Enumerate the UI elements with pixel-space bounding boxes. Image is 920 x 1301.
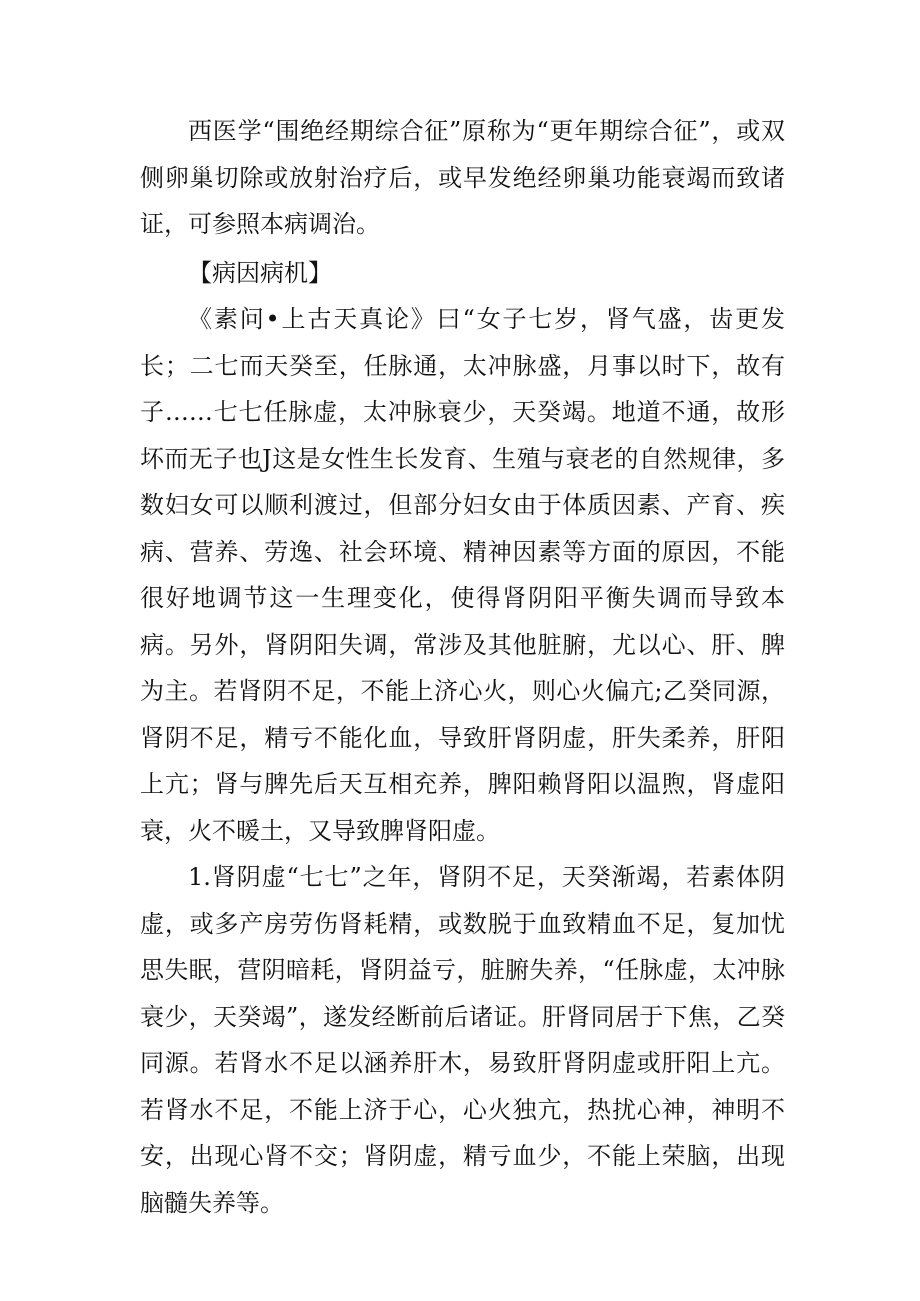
- paragraph-etiology: 《素问•上古天真论》曰“女子七岁，肾气盛，齿更发长；二七而天癸至，任脉通，太冲脉盛，月事以时下，故有子……七七任脉虚，太冲脉衰少，天癸竭。地道不通，故形坏而无子也J这是女性生长发育、生殖与衰老的自然规律，多数妇女可以顺利渡过，但部分妇女由于体质因素、产育、疾病、营养、劳逸、社会环境、精神因素等方面的原因，不能很好地调节这一生理变化，使得肾阴阳平衡失调而导致本病。另外，肾阴阳失调，常涉及其他脏腑，尤以心、肝、脾为主。若肾阴不足，不能上济心火，则心火偏亢;乙癸同源，肾阴不足，精亏不能化血，导致肝肾阴虚，肝失柔养，肝阳上亢；肾与脾先后天互相充养，脾阳赖肾阳以温煦，肾虚阳衰，火不暖土，又导致脾肾阳虚。: [140, 305, 785, 845]
- section-heading: 【病因病机】: [188, 258, 332, 287]
- paragraph-intro: 西医学“围绝经期综合征”原称为“更年期综合征”，或双侧卵巢切除或放射治疗后，或早发绝经卵巢功能衰竭而致诸证，可参照本病调治。: [140, 117, 785, 238]
- paragraph-kidney-yin-deficiency: 1.肾阴虚“七七”之年，肾阴不足，天癸渐竭，若素体阴虚，或多产房劳伤肾耗精，或数脱于血致精血不足，复加忧思失眠，营阴暗耗，肾阴益亏，脏腑失养，“任脉虚，太冲脉衰少，天癸竭”，遂发经断前后诸证。肝肾同居于下焦，乙癸同源。若肾水不足以涵养肝木，易致肝肾阴虚或肝阳上亢。若肾水不足，不能上济于心，心火独亢，热扰心神，神明不安，出现心肾不交；肾阴虚，精亏血少，不能上荣脑，出现脑髓失养等。: [140, 863, 785, 1217]
- document-body: [140, 108, 785, 1226]
